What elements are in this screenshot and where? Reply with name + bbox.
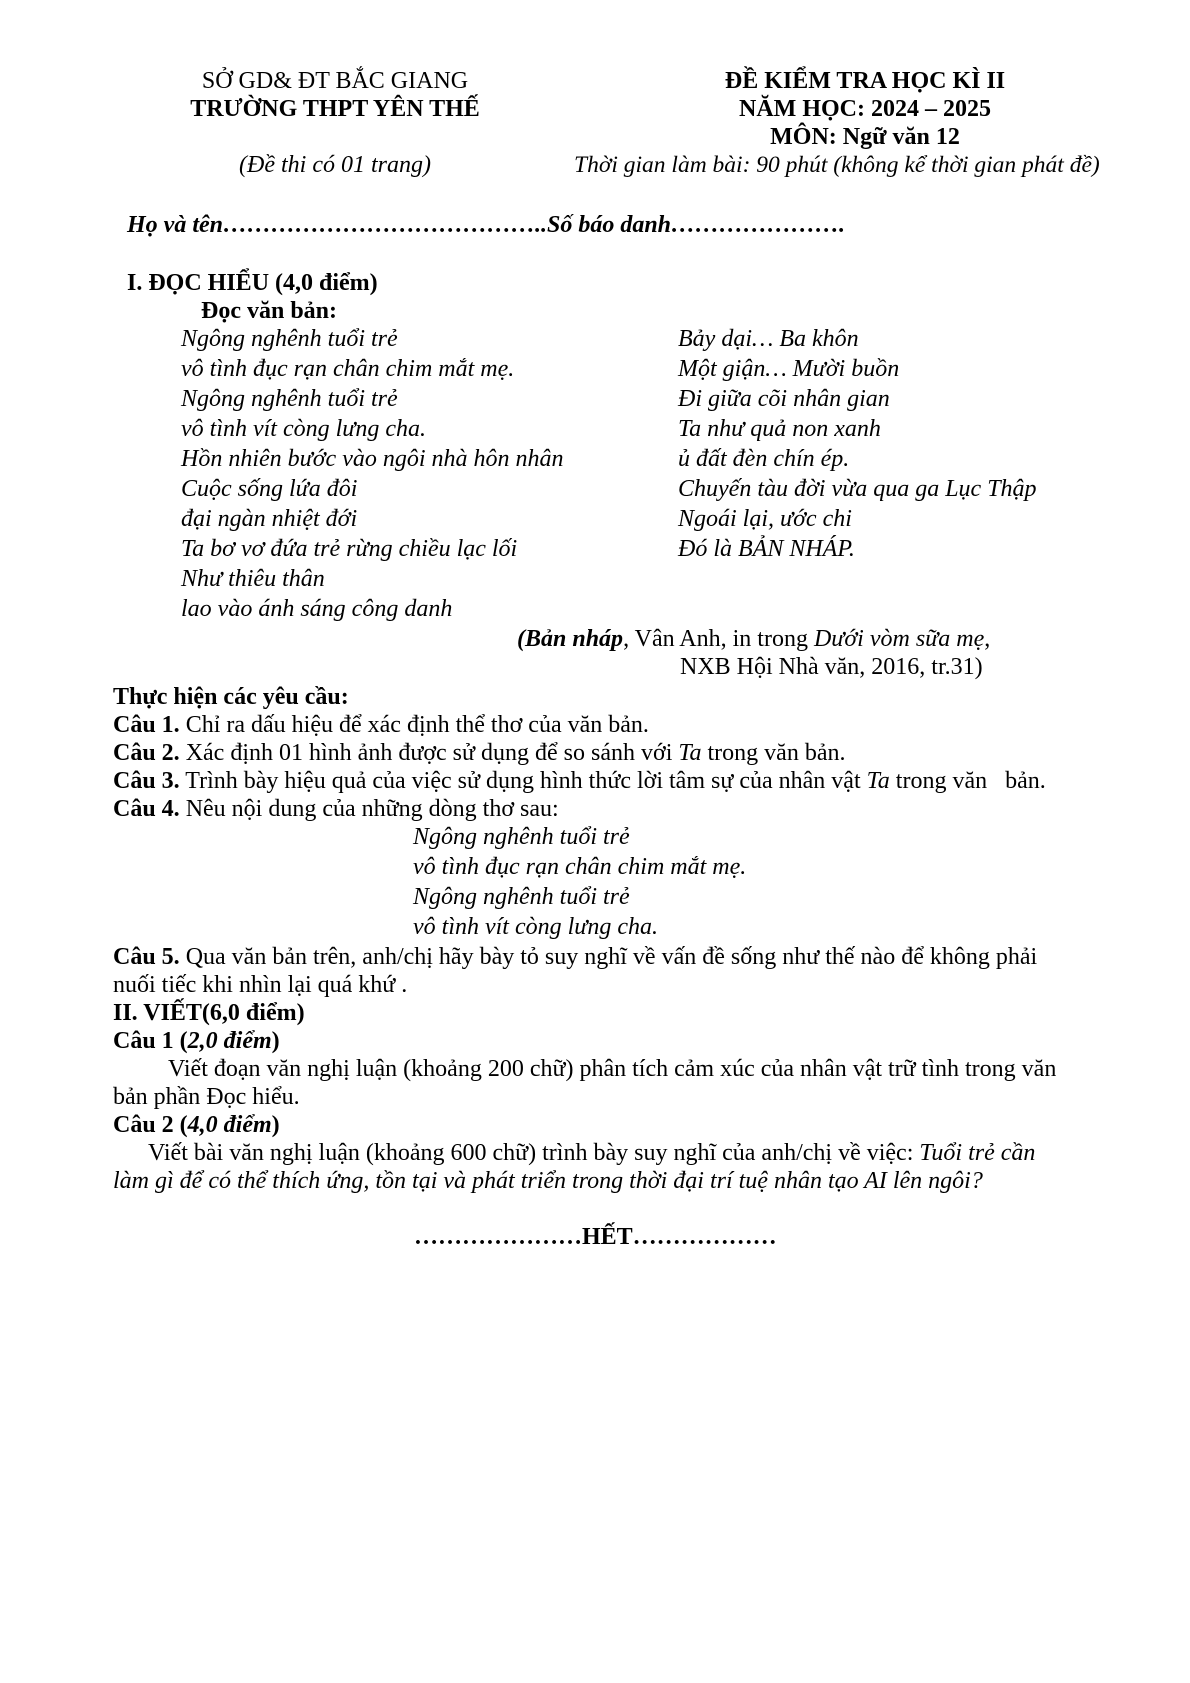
poem-source-line2: NXB Hội Nhà văn, 2016, tr.31) — [680, 654, 983, 680]
poem-line: Đi giữa cõi nhân gian — [678, 386, 890, 412]
writing-q1-line1: Viết đoạn văn nghị luận (khoảng 200 chữ) phân tích cảm xúc của nhân vật trữ tình trong văn — [168, 1056, 1057, 1082]
candidate-line: Họ và tên…………………………………..Số báo danh…………………. — [127, 212, 846, 238]
question-tail: trong văn bản. — [701, 740, 846, 766]
poem-line: ủ đất đèn chín ép. — [678, 446, 850, 472]
question-text: Trình bày hiệu quả của việc sử dụng hình thức lời tâm sự của nhân vật — [179, 768, 867, 794]
question-label: Câu 1. — [113, 712, 180, 738]
question-text: Chỉ ra dấu hiệu để xác định thể thơ của văn bản. — [179, 712, 649, 738]
q4-poem-line: Ngông nghênh tuổi trẻ — [413, 824, 630, 850]
question-emphasis: Ta — [678, 740, 702, 766]
poem-line: Ngông nghênh tuổi trẻ — [181, 386, 398, 412]
source-book: Dưới vòm sữa mẹ — [813, 626, 985, 652]
poem-source — [517, 624, 990, 654]
source-end: , — [984, 626, 991, 652]
poem-line: đại ngàn nhiệt đới — [181, 506, 358, 532]
poem-line: vô tình đục rạn chân chim mắt mẹ. — [181, 356, 515, 382]
q4-poem-line: vô tình đục rạn chân chim mắt mẹ. — [413, 854, 747, 880]
question-text: Qua văn bản trên, anh/chị hãy bày tỏ suy nghĩ về vấn đề sống như thế nào để không phải — [179, 944, 1038, 970]
question-5-line2: nuối tiếc khi nhìn lại quá khứ . — [113, 972, 408, 998]
q-points: 2,0 điểm — [187, 1028, 272, 1054]
reading-heading: I. ĐỌC HIỂU (4,0 điểm) — [127, 270, 378, 296]
q-close: ) — [271, 1112, 280, 1138]
question-label: Câu 2. — [113, 740, 180, 766]
writing-q1-label — [113, 1026, 280, 1056]
writing-q2-line1 — [148, 1138, 1035, 1168]
question-2 — [113, 738, 845, 768]
poem-line: Ngoái lại, ước chi — [678, 506, 852, 532]
source-title: Bản nháp — [525, 626, 624, 652]
question-text: Xác định 01 hình ảnh được sử dụng để so sánh với — [179, 740, 679, 766]
poem-line: vô tình vít còng lưng cha. — [181, 416, 427, 442]
poem-line: Chuyến tàu đời vừa qua ga Lục Thập — [678, 476, 1037, 502]
q-label: Câu 2 ( — [113, 1112, 188, 1138]
school-name: TRƯỜNG THPT YÊN THẾ — [190, 96, 480, 122]
question-label: Câu 5. — [113, 944, 180, 970]
q4-poem-line: Ngông nghênh tuổi trẻ — [413, 884, 630, 910]
subject: MÔN: Ngữ văn 12 — [770, 124, 960, 150]
writing-q2-line2: làm gì để có thể thích ứng, tồn tại và phát triển trong thời đại trí tuệ nhân tạo AI lên ngôi? — [113, 1168, 983, 1194]
q-points: 4,0 điểm — [187, 1112, 272, 1138]
poem-line: Ngông nghênh tuổi trẻ — [181, 326, 398, 352]
writing-q2-label — [113, 1110, 280, 1140]
question-1 — [113, 710, 649, 740]
question-text: Nêu nội dung của những dòng thơ sau: — [179, 796, 559, 822]
question-3 — [113, 766, 1046, 796]
q2-emphasis: Tuổi trẻ cần — [919, 1140, 1036, 1166]
poem-line: Bảy dại… Ba khôn — [678, 326, 859, 352]
task-label: Thực hiện các yêu cầu: — [113, 684, 349, 710]
q2-plain: Viết bài văn nghị luận (khoảng 600 chữ) trình bày suy nghĩ của anh/chị về việc: — [148, 1140, 920, 1166]
source-mid: , Vân Anh, in trong — [623, 626, 814, 652]
poem-line: Như thiêu thân — [181, 566, 325, 592]
q4-poem-line: vô tình vít còng lưng cha. — [413, 914, 659, 940]
poem-line: Một giận… Mười buồn — [678, 356, 900, 382]
poem-line: Đó là BẢN NHÁP. — [678, 536, 855, 562]
question-label: Câu 4. — [113, 796, 180, 822]
pages-note: (Đề thi có 01 trang) — [239, 152, 431, 178]
writing-heading: II. VIẾT(6,0 điểm) — [113, 1000, 305, 1026]
question-label: Câu 3. — [113, 768, 180, 794]
poem-line: Hồn nhiên bước vào ngôi nhà hôn nhân — [181, 446, 564, 472]
poem-line: lao vào ánh sáng công danh — [181, 596, 453, 622]
exam-title: ĐỀ KIỂM TRA HỌC KÌ II — [724, 68, 1006, 94]
poem-line: Cuộc sống lứa đôi — [181, 476, 358, 502]
q-label: Câu 1 ( — [113, 1028, 188, 1054]
department-name: SỞ GD& ĐT BẮC GIANG — [201, 68, 469, 94]
source-open: ( — [517, 626, 525, 652]
time-note: Thời gian làm bài: 90 phút (không kể thời gian phát đề) — [574, 152, 1100, 178]
poem-line: Ta như quả non xanh — [678, 416, 881, 442]
end-marker: …………………HẾT……………… — [414, 1224, 777, 1250]
read-label: Đọc văn bản: — [201, 298, 338, 324]
question-emphasis: Ta — [866, 768, 890, 794]
writing-q1-line2: bản phần Đọc hiểu. — [113, 1084, 300, 1110]
question-4 — [113, 794, 559, 824]
question-tail: trong văn bản. — [889, 768, 1046, 794]
question-5 — [113, 942, 1037, 972]
q-close: ) — [271, 1028, 280, 1054]
school-year: NĂM HỌC: 2024 – 2025 — [739, 96, 991, 122]
poem-line: Ta bơ vơ đứa trẻ rừng chiều lạc lối — [181, 536, 518, 562]
